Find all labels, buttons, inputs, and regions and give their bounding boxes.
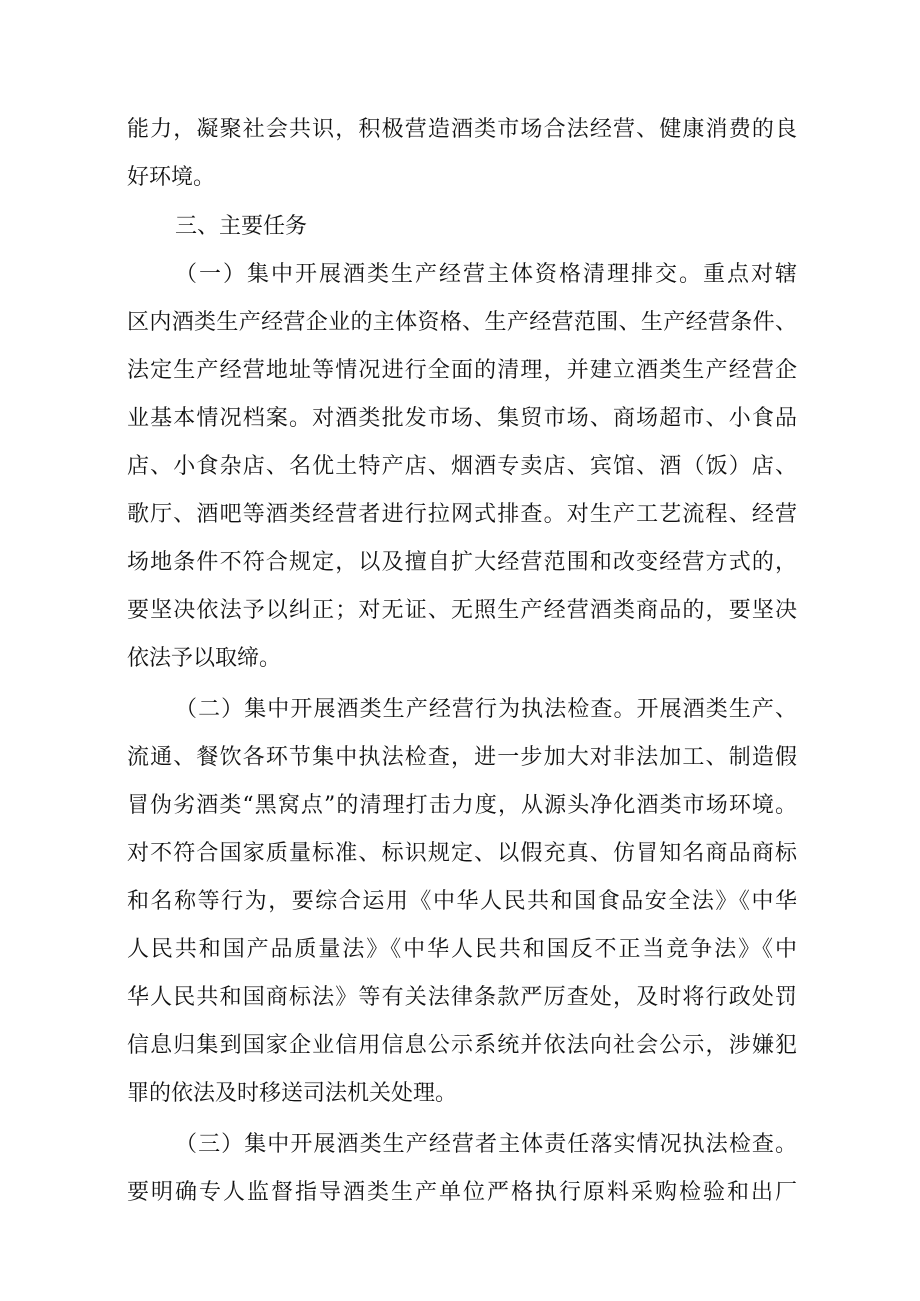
text-line: 业基本情况档案。对酒类批发市场、集贸市场、商场超市、小食品 — [127, 406, 797, 431]
text-line: 罪的依法及时移送司法机关处理。 — [127, 1081, 458, 1106]
text-line: 信息归集到国家企业信用信息公示系统并依法向社会公示，涉嫌犯 — [127, 1033, 797, 1058]
text-line: 华人民共和国商标法》等有关法律条款严厉查处，及时将行政处罚 — [127, 985, 797, 1010]
paragraph-continuation — [127, 106, 797, 202]
text-line: 歌厅、酒吧等酒类经营者进行拉网式排查。对生产工艺流程、经营 — [127, 502, 797, 527]
text-line: 好环境。 — [127, 165, 216, 190]
paragraph-item-3 — [127, 1121, 797, 1217]
text-line: 和名称等行为，要综合运用《中华人民共和国食品安全法》《中华 — [127, 889, 797, 914]
paragraph-item-1 — [127, 251, 797, 683]
text-line: 区内酒类生产经营企业的主体资格、生产经营范围、生产经营条件、 — [127, 310, 797, 335]
text-line: 冒伪劣酒类“黑窝点”的清理打击力度，从源头净化酒类市场环境。 — [127, 793, 797, 818]
text-line: （一）集中开展酒类生产经营主体资格清理排交。重点对辖 — [175, 262, 797, 287]
text-line: 要坚决依法予以纠正；对无证、无照生产经营酒类商品的，要坚决 — [127, 598, 797, 623]
text-line: 能力，凝聚社会共识，积极营造酒类市场合法经营、健康消费的良 — [127, 117, 797, 142]
text-line: 流通、餐饮各环节集中执法检查，进一步加大对非法加工、制造假 — [127, 745, 797, 770]
text-line: 场地条件不符合规定，以及擅自扩大经营范围和改变经营方式的， — [127, 550, 797, 575]
text-line: 法定生产经营地址等情况进行全面的清理，并建立酒类生产经营企 — [127, 358, 797, 383]
text-line: 人民共和国产品质量法》《中华人民共和国反不正当竞争法》《中 — [127, 937, 797, 962]
text-line: 依法予以取缔。 — [127, 646, 282, 671]
document-body — [127, 106, 797, 1217]
text-line: 要明确专人监督指导酒类生产单位严格执行原料采购检验和出厂 — [127, 1180, 797, 1205]
text-line: （二）集中开展酒类生产经营行为执法检查。开展酒类生产、 — [175, 697, 797, 722]
section-heading: 三、主要任务 — [175, 214, 308, 239]
text-line: 店、小食杂店、名优土特产店、烟酒专卖店、宾馆、酒（饭）店、 — [127, 454, 797, 479]
text-line: 对不符合国家质量标准、标识规定、以假充真、仿冒知名商品商标 — [127, 841, 797, 866]
paragraph-item-2 — [127, 686, 797, 1118]
text-line: （三）集中开展酒类生产经营者主体责任落实情况执法检查。 — [175, 1132, 797, 1157]
